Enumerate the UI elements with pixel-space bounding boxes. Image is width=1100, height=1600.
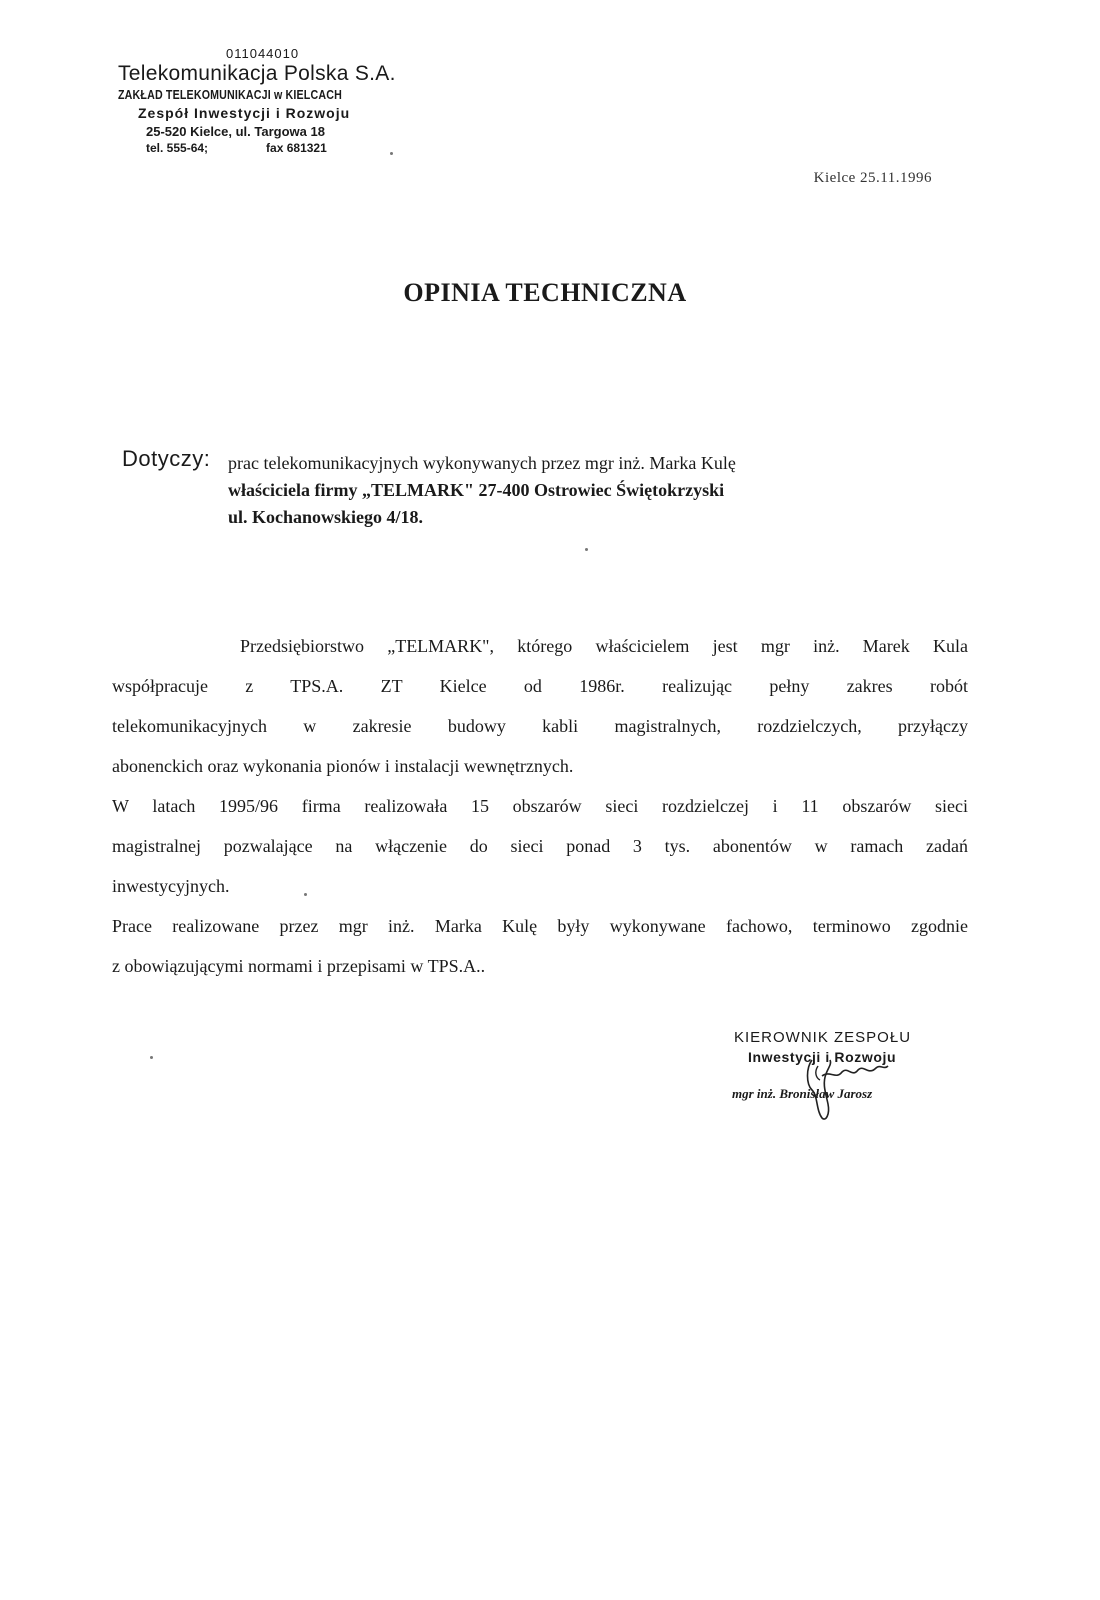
body-line: współpracuje z TPS.A. ZT Kielce od 1986r. realizując pełny zakres robót [112, 676, 968, 696]
body-line: Przedsiębiorstwo „TELMARK", którego właścicielem jest mgr inż. Marek Kula [240, 636, 968, 656]
subject-line: ul. Kochanowskiego 4/18. [228, 507, 424, 527]
place-date: Kielce 25.11.1996 [813, 170, 932, 186]
signature-block [720, 1028, 960, 1102]
fax-number: fax 681321 [266, 141, 327, 155]
letterhead-stamp [118, 46, 438, 156]
body-line: W latach 1995/96 firma realizowała 15 obszarów sieci rozdzielczej i 11 obszarów sieci [112, 796, 968, 816]
plant-name: ZAKŁAD TELEKOMUNIKACJI w KIELCACH [118, 87, 342, 102]
subject-line: właściciela firmy „TELMARK" 27-400 Ostrowiec Świętokrzyski [228, 480, 725, 500]
scan-speck [390, 152, 393, 155]
company-contacts [146, 140, 438, 156]
document-code: 011044010 [226, 46, 300, 61]
handwritten-signature-icon [792, 1054, 902, 1124]
scan-speck [304, 893, 307, 896]
unit-name: Zespół Inwestycji i Rozwoju [138, 105, 351, 121]
signatory-role: KIEROWNIK ZESPOŁU [734, 1029, 912, 1046]
scan-speck [585, 548, 588, 551]
signatory-department: Inwestycji i Rozwoju [748, 1049, 897, 1065]
signatory-name: mgr inż. Bronisław Jarosz [732, 1086, 873, 1101]
company-name: Telekomunikacja Polska S.A. [118, 62, 396, 85]
letter-body [112, 626, 968, 986]
scan-speck [150, 1056, 153, 1059]
body-line: Prace realizowane przez mgr inż. Marka Kulę były wykonywane fachowo, terminowo zgodnie [112, 916, 968, 936]
phone-number: tel. 555-64; [146, 141, 209, 155]
document-title: OPINIA TECHNICZNA [403, 278, 687, 307]
subject-line: prac telekomunikacyjnych wykonywanych przez mgr inż. Marka Kulę [228, 453, 736, 473]
body-line: abonenckich oraz wykonania pionów i instalacji wewnętrznych. [112, 756, 574, 776]
body-line: telekomunikacyjnych w zakresie budowy kabli magistralnych, rozdzielczych, przyłączy [112, 716, 968, 736]
body-line: magistralnej pozwalające na włączenie do sieci ponad 3 tys. abonentów w ramach zadań [112, 836, 968, 856]
body-line: z obowiązującymi normami i przepisami w TPS.A.. [112, 956, 486, 976]
subject-text [228, 450, 988, 531]
subject-label: Dotyczy: [122, 446, 211, 471]
company-address: 25-520 Kielce, ul. Targowa 18 [146, 124, 325, 139]
body-line: inwestycyjnych. [112, 876, 230, 896]
